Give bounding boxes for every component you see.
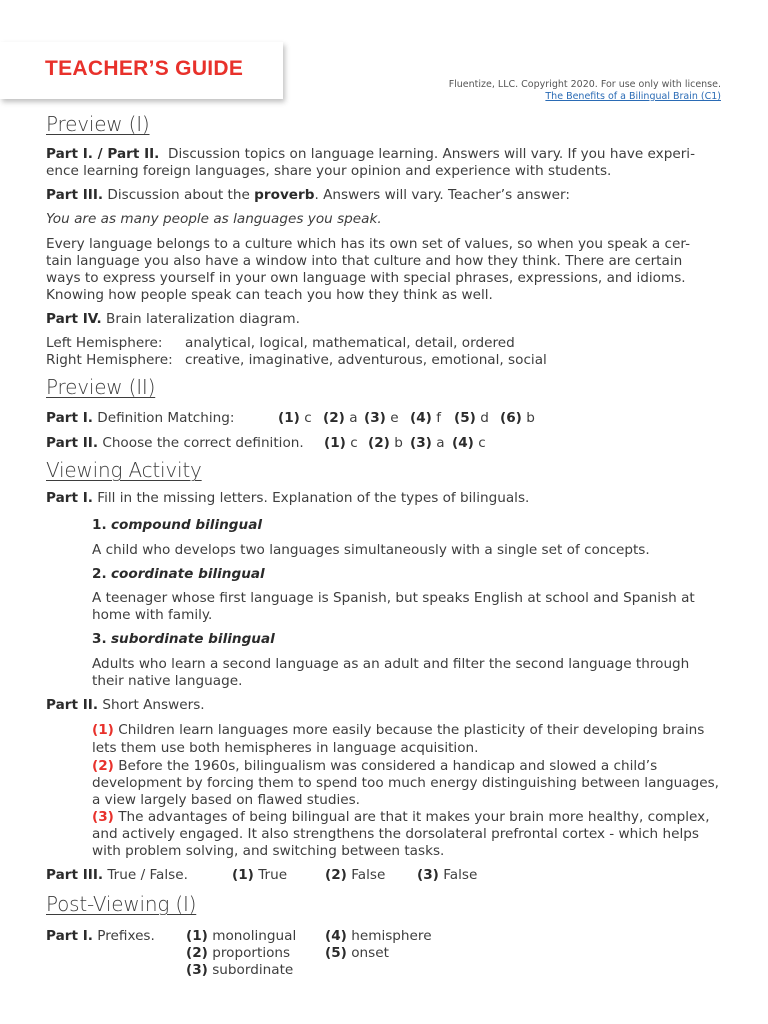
answer-item: (4) c: [452, 435, 486, 451]
answer-item: (1) True: [232, 867, 288, 883]
part-label: Part IV.: [46, 311, 102, 327]
post-part1: [46, 928, 722, 945]
part-text: True / False.: [107, 867, 188, 883]
bilingual-desc: home with family.: [92, 607, 213, 623]
part-text: Discussion topics on language learning. Answers will vary. If you have experi-: [168, 146, 695, 162]
answer-item: (4) f: [410, 410, 442, 426]
part-text: Brain lateralization diagram.: [106, 311, 300, 327]
part-text: Short Answers.: [102, 697, 205, 713]
part-label: Part I. / Part II.: [46, 146, 160, 162]
paragraph-line: Every language belongs to a culture which has its own set of values, so when you speak a cer-: [46, 236, 690, 252]
part-text: Fill in the missing letters. Explanation of the types of bilinguals.: [97, 490, 530, 506]
preview1-part4: [46, 311, 722, 328]
paragraph-line: ways to express yourself in your own language with special phrases, expressions, and idioms.: [46, 270, 686, 286]
preview2-part1: [46, 410, 722, 427]
answer-item: (3) e: [364, 410, 399, 426]
part-label: Part I.: [46, 490, 93, 506]
prefix-answer: (1) monolingual: [186, 928, 297, 944]
prefix-answer: (2) proportions: [186, 945, 291, 961]
answer-item: (3) a: [410, 435, 445, 451]
answer-item: (1) c: [278, 410, 312, 426]
short-answer: (1) Children learn languages more easily because the plasticity of their developing brains: [92, 722, 705, 738]
answer-item: (2) b: [368, 435, 403, 451]
heading-post-viewing-1: Post-Viewing (I): [46, 892, 197, 916]
heading-preview-2: Preview (II): [46, 375, 156, 399]
preview1-part3: [46, 187, 722, 204]
viewing-part2: [46, 697, 722, 714]
part-text: Definition Matching:: [97, 410, 235, 426]
part-label: Part III.: [46, 867, 104, 883]
right-hemisphere-value: creative, imaginative, adventurous, emotional, social: [185, 352, 547, 368]
answer-item: (2) False: [325, 867, 386, 883]
viewing-part1: [46, 490, 722, 507]
copyright-text: Fluentize, LLC. Copyright 2020. For use only with license.: [448, 79, 721, 90]
answer-item: (1) c: [324, 435, 358, 451]
preview2-part2: [46, 435, 722, 452]
part-label: Part I.: [46, 410, 93, 426]
preview1-part12: [46, 146, 722, 163]
part-text: . Answers will vary. Teacher’s answer:: [314, 187, 570, 203]
paragraph-line: Knowing how people speak can teach you how they think as well.: [46, 287, 493, 303]
part-label: Part I.: [46, 928, 93, 944]
bilingual-term: 2. coordinate bilingual: [92, 566, 265, 582]
prefix-answer: (3) subordinate: [186, 962, 294, 978]
right-hemisphere-label: Right Hemisphere:: [46, 352, 173, 368]
left-hemisphere-label: Left Hemisphere:: [46, 335, 163, 351]
short-answer-line: and actively engaged. It also strengthens the dorsolateral prefrontal cortex - which helps: [92, 826, 699, 842]
bilingual-desc: their native language.: [92, 673, 243, 689]
prefix-answer: (5) onset: [325, 945, 389, 961]
part-label: Part II.: [46, 435, 98, 451]
lesson-link[interactable]: The Benefits of a Bilingual Brain (C1): [545, 91, 721, 102]
bilingual-desc: Adults who learn a second language as an adult and filter the second language through: [92, 656, 690, 672]
part-text: Prefixes.: [97, 928, 155, 944]
short-answer-line: a view largely based on flawed studies.: [92, 792, 360, 808]
part-text: Discussion about the: [107, 187, 250, 203]
proverb-quote: You are as many people as languages you speak.: [46, 211, 382, 227]
heading-preview-1: Preview (I): [46, 112, 150, 136]
right-hemisphere-row: [46, 352, 722, 369]
preview1-part12-cont: ence learning foreign languages, share your opinion and experience with students.: [46, 163, 612, 179]
short-answer-line: lets them use both hemispheres in language acquisition.: [92, 740, 479, 756]
paragraph-line: tain language you also have a window into that culture and how they think. There are certain: [46, 253, 683, 269]
part-label: Part II.: [46, 697, 98, 713]
answer-item: (2) a: [323, 410, 358, 426]
bilingual-term: 3. subordinate bilingual: [92, 631, 275, 647]
short-answer-line: development by forcing them to spend too much energy distinguishing between languages,: [92, 775, 719, 791]
answer-item: (3) False: [417, 867, 478, 883]
short-answer: (2) Before the 1960s, bilingualism was considered a handicap and slowed a child’s: [92, 758, 658, 774]
bilingual-desc: A child who develops two languages simultaneously with a single set of concepts.: [92, 542, 650, 558]
proverb-word: proverb: [254, 187, 315, 203]
copyright-block: [449, 79, 721, 103]
viewing-part3: [46, 867, 722, 884]
short-answer: (3) The advantages of being bilingual are that it makes your brain more healthy, complex,: [92, 809, 710, 825]
part-label: Part III.: [46, 187, 104, 203]
short-answer-line: with problem solving, and switching between tasks.: [92, 843, 445, 859]
part-text: Choose the correct definition.: [102, 435, 304, 451]
page-title: TEACHER’S GUIDE: [45, 57, 244, 80]
answer-item: (5) d: [454, 410, 489, 426]
bilingual-desc: A teenager whose first language is Spanish, but speaks English at school and Spanish at: [92, 590, 695, 606]
heading-viewing-activity: Viewing Activity: [46, 458, 202, 482]
left-hemisphere-row: [46, 335, 722, 352]
answer-item: (6) b: [500, 410, 535, 426]
left-hemisphere-value: analytical, logical, mathematical, detail, ordered: [185, 335, 515, 351]
bilingual-term: 1. compound bilingual: [92, 517, 263, 533]
prefix-answer: (4) hemisphere: [325, 928, 432, 944]
